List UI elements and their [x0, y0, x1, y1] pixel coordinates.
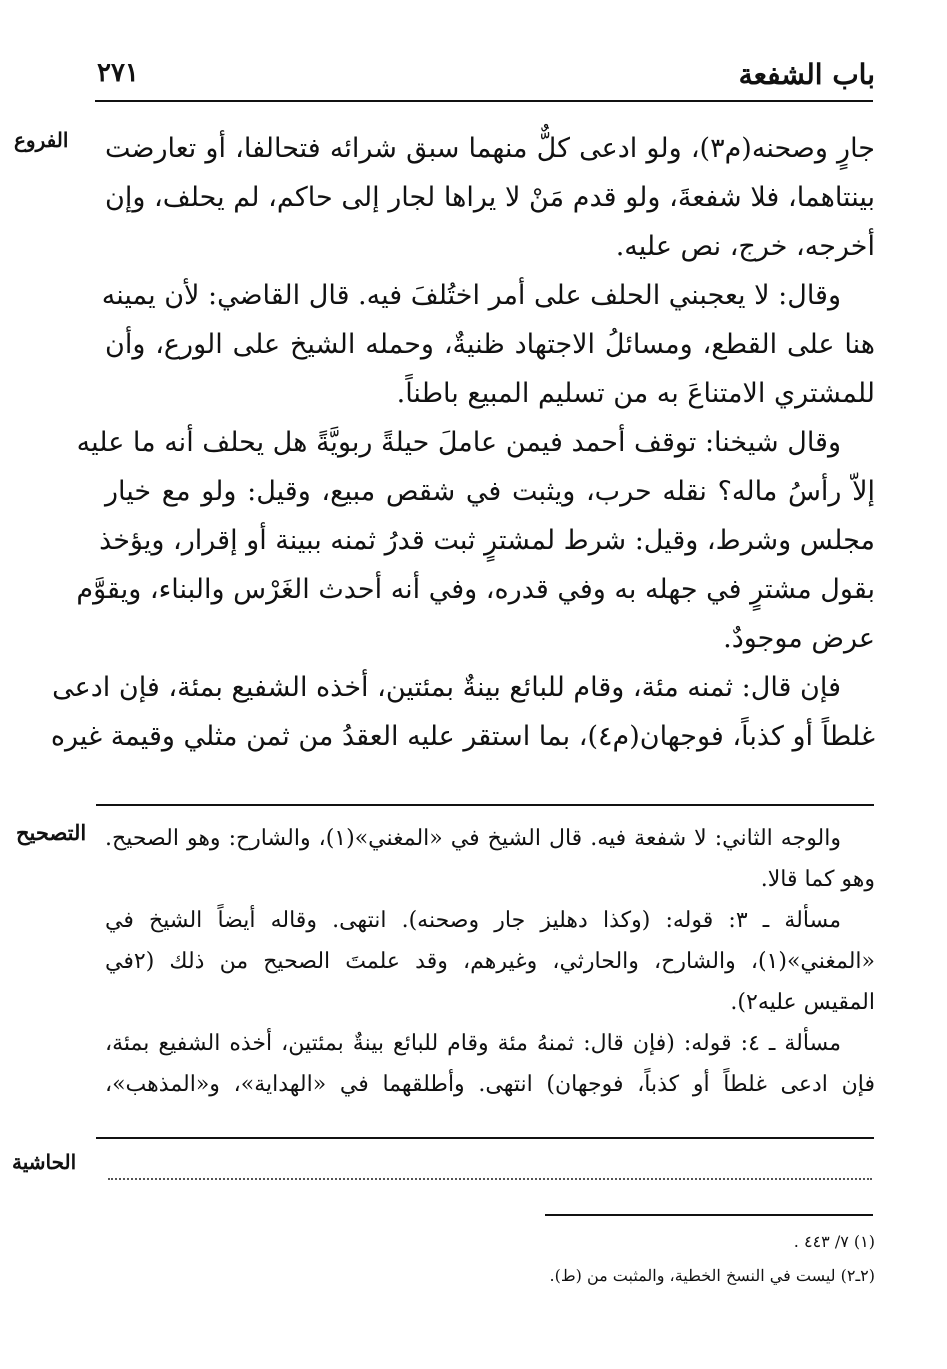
main-line: غلطاً أو كذباً، فوجهان(م٤)، بما استقر عليه العقدُ من ثمن مثلي وقيمة غيره [50, 721, 875, 752]
footnote-rule [545, 1214, 873, 1216]
page-number: ٢٧١ [97, 58, 139, 88]
header-rule [95, 100, 873, 102]
main-text-block [50, 124, 876, 761]
main-line: وقال: لا يعجبني الحلف على أمر اختُلفَ فيه. قال القاضي: لأن يمينه [101, 280, 841, 311]
tashih-text-block [105, 818, 875, 1105]
main-line: جارٍ وصحنه(م٣)، ولو ادعى كلٌّ منهما سبق شرائه فتحالفا، أو تعارضت [105, 133, 876, 164]
hashiya-dotted-line [108, 1178, 872, 1180]
main-line: وقال شيخنا: توقف أحمد فيمن عاملَ حيلةً ربويَّةً هل يحلف أنه ما عليه [76, 427, 841, 458]
side-label-furu: الفروع [14, 128, 69, 152]
main-line: للمشتري الامتناعَ به من تسليم المبيع باطناً. [396, 378, 875, 409]
tashih-line: والوجه الثاني: لا شفعة فيه. قال الشيخ في «المغني»(١)، والشارح: وهو الصحيح. [105, 826, 841, 851]
main-line: فإن قال: ثمنه مئة، وقام للبائع بينةٌ بمئتين، أخذه الشفيع بمئة، فإن ادعى [52, 672, 841, 703]
tashih-line: مسألة ـ ٤: قوله: (فإن قال: ثمنهُ مئة وقام للبائع بينةٌ بمئتين، أخذه الشفيع بمئة، [105, 1031, 841, 1056]
main-line: عرض موجودٌ. [723, 623, 875, 654]
main-line: بقول مشترٍ في جهله به وفي قدره، وفي أنه أحدث الغَرْس والبناء، ويقوَّم [76, 574, 875, 605]
main-line: مجلس وشرط، وقيل: شرط لمشترٍ ثبت قدرُ ثمنه ببينة أو إقرار، ويؤخذ [99, 525, 875, 556]
section-divider-bottom [96, 1137, 874, 1139]
section-divider [96, 804, 874, 806]
main-line: إلاّ رأسُ ماله؟ نقله حرب، ويثبت في شقص مبيع، وقيل: ولو مع خيار [105, 476, 875, 507]
tashih-line: مسألة ـ ٣: قوله: (وكذا دهليز جار وصحنه). انتهى. وقاله أيضاً الشيخ في [105, 908, 842, 933]
footnote: (٢ـ٢) ليست في النسخ الخطية، والمثبت من (ط). [549, 1266, 875, 1285]
main-line: أخرجه، خرج، نص عليه. [615, 231, 875, 262]
running-header-title: باب الشفعة [738, 58, 875, 91]
tashih-line: «المغني»(١)، والشارح، والحارثي، وغيرهم، وقد علمتَ الصحيح من ذلك (٢في [105, 949, 875, 974]
main-line: هنا على القطع، ومسائلُ الاجتهاد ظنيةٌ، وحمله الشيخ على الورع، وأن [105, 329, 875, 360]
tashih-line: المقيس عليه٢). [730, 990, 875, 1015]
main-line: بينتاهما، فلا شفعةَ، ولو قدم مَنْ لا يراها لجار إلى حاكم، لم يحلف، وإن [105, 182, 875, 213]
tashih-line: فإن ادعى غلطاً أو كذباً، فوجهان) انتهى. وأطلقهما في «الهداية»، و«المذهب»، [105, 1072, 875, 1097]
footnote: (١) ٧/ ٤٤٣ . [793, 1232, 875, 1251]
side-label-hashiya: الحاشية [12, 1150, 77, 1174]
side-label-tashih: التصحيح [16, 820, 87, 845]
tashih-line: وهو كما قالا. [760, 867, 875, 892]
